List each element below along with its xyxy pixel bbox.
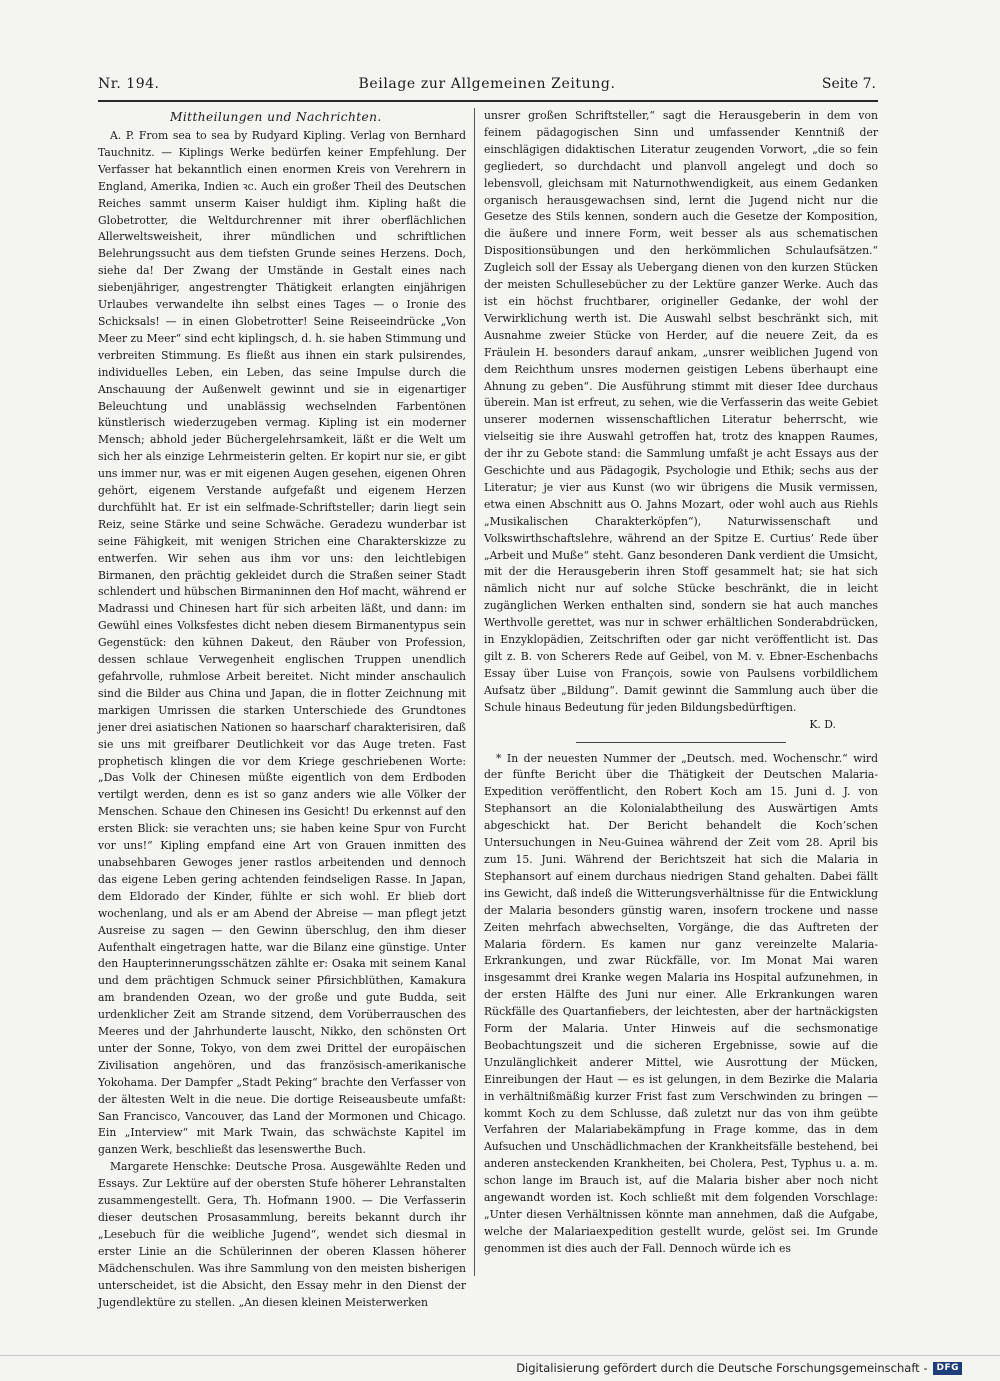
- section-title: Mittheilungen und Nachrichten.: [170, 110, 382, 124]
- page-number: Seite 7.: [821, 76, 876, 92]
- kipling-review: A. P. From sea to sea by Rudyard Kipling. Verlag von Bernhard Tauchnitz. — Kiplings Werke bedürfen keiner Empfehlung. Der Verfasser hat bekanntlich einen enormen Kreis von Verehrern in England, Amerika, Indien ꝛc. Auch ein großer Theil des Deutschen Reiches sammt unserm Kaiser huldigt ihm. Kipling haßt die Globetrotter, die Weltdurchrenner mit ihrer oberflächlichen Allerweltsweisheit, ihrer mündlichen und schriftlichen Belehrungssucht aus dem tiefsten Grunde seines Herzens. Doch, siehe da! Der Zwang der Umstände in Gestalt eines nach siebenjähriger, angestrengter Thätigkeit erlangten einjährigen Urlaubes verwandelte ihn selbst eines Tages — o Ironie des Schicksals! — in einen Globetrotter! Seine Reiseeindrücke „Von Meer zu Meer“ sind echt kiplingsch, d. h. sie haben Stimmung und verbreiten Stimmung. Es fließt aus ihnen ein stark pulsirendes, individuelles Leben, ein Leben, das seine Impulse durch die Anschauung der Außenwelt gewinnt und sie in eigenartiger Beleuchtung und unablässig wechselnden Farbentönen künstlerisch wiederzugeben vermag. Kipling ist ein moderner Mensch; abhold jeder Büchergelehrsamkeit, läßt er die Welt um sich her als einzige Lehrmeisterin gelten. Er kopirt nur sie, er gibt uns immer nur, was er mit eigenen Augen gesehen, eigenen Ohren gehört, eigenem Verstande aufgefaßt und eigenem Herzen durchfühlt hat. Er ist ein selfmade-Schriftsteller; darin liegt sein Reiz, seine Stärke und seine Schwäche. Geradezu wunderbar ist seine Fähigkeit, mit wenigen Strichen eine Charakterskizze zu entwerfen. Wir sehen aus ihm vor uns: den leichtlebigen Birmanen, den prächtig gekleidet durch die Straßen seiner Stadt schlendert und hübschen Birmaninnen den Hof macht, während er Madrassi und Chinesen hart für sich arbeiten läßt, und dann: im Gewühl eines Volksfestes dicht neben diesem Birmanentypus sein Gegenstück: den kühnen Dakeut, den Räuber von Profession, dessen schlaue Verwegenheit englischen Truppen unendlich gefahrvolle, ruhmlose Arbeit bereitet. Nicht minder anschaulich sind die Bilder aus China und Japan, die in flotter Zeichnung mit markigen Umrissen die starken Unterschiede des Grundtones jener drei asiatischen Nationen so haarscharf charakterisiren, daß sie uns mit greifbarer Deutlichkeit vor das Auge treten. Fast prophetisch klingen die vor dem Kriege geschriebenen Worte: „Das Volk der Chinesen müßte eigentlich von dem Erdboden vertilgt werden, denn es ist so ganz anders wie alle Völker der Menschen. Schaue den Chinesen ins Gesicht! Du erkennst auf den ersten Blick: sie verachten uns; sie haben keine Spur von Furcht vor uns!“ Kipling empfand eine Art von Grauen inmitten des unabsehbaren Gewoges jener rastlos arbeitenden und dennoch das eigene Leben gering achtenden feindseligen Rasse. In Japan, dem Eldorado der Kinder, fühlte er sich wohl. Er blieb dort wochenlang, und als er am Abend der Abreise — man pflegt jetzt Ausreise zu sagen — den Gewinn überschlug, den ihm dieser Aufenthalt eingetragen hatte, war die Bilanz eine günstige. Unter den Haupterinnerungsschätzen zählte er: Osaka mit seinem Kanal und dem prächtigen Schmuck seiner Pfirsichblüthen, Kamakura am brandenden Ozean, wo der große und gute Budda, seit urdenklicher Zeit am Strande sitzend, dem Vorüberrauschen des Meeres und der Jahrhunderte lauscht, Nikko, den schönsten Ort unter der Sonne, Tokyo, von dem zwei Drittel der europäischen Zivilisation angehören, und das französisch-amerikanische Yokohama. Der Dampfer „Stadt Peking“ brachte den Verfasser von der ältesten Welt in die neue. Die dortige Reiseausbeute umfaßt: San Francisco, Vancouver, das Land der Mormonen und Chicago. Ein „Interview“ mit Mark Twain, das schwächste Kapitel im ganzen Werk, beschließt das lesenswerthe Buch.: [98, 129, 466, 1157]
- issue-number: Nr. 194.: [98, 76, 160, 92]
- header-rule: [98, 100, 878, 102]
- henschke-review-continued: unsrer großen Schriftsteller,“ sagt die Herausgeberin in dem von feinem pädagogischen Sinn und umfassender Kenntniß der einschlägigen didaktischen Literatur zeugenden Vorwort, „die so fein gegliedert, so durchdacht und planvoll angelegt und doch so lebensvoll, gleichsam mit Naturnothwendigkeit, aus einem Gedanken organisch herausgewachsen sind, lernt die Jugend nicht nur die Gesetze des Stils kennen, sondern auch die Gesetze der Komposition, die äußere und innere Form, weit besser als aus schematischen Dispositionsübungen und den herkömmlichen Schulaufsätzen.“ Zugleich soll der Essay als Uebergang dienen von den kurzen Stücken der meisten Schullesebücher zu der Lektüre ganzer Werke. Auch das ist ein höchst fruchtbarer, origineller Gedanke, der wohl der Verwirklichung werth ist. Die Auswahl selbst beschränkt sich, mit Ausnahme zweier Stücke von Herder, auf die neuere Zeit, da es Fräulein H. besonders darauf ankam, „unsrer weiblichen Jugend von dem Reichthum unsres modernen geistigen Lebens überhaupt eine Ahnung zu geben“. Die Ausführung stimmt mit dieser Idee durchaus überein. Man ist erfreut, zu sehen, wie die Verfasserin das weite Gebiet unserer modernen wissenschaftlichen Literatur beherrscht, wie vielseitig sie ihre Auswahl getroffen hat, trotz des knappen Raumes, der ihr zu Gebote stand: die Sammlung umfaßt je acht Essays aus der Geschichte und aus Pädagogik, Psychologie und Ethik; sechs aus der Literatur; je vier aus Kunst (wo wir übrigens die Musik vermissen, etwa einen Abschnitt aus O. Jahns Mozart, oder wohl auch aus Riehls „Musikalischen Charakterköpfen“), Naturwissenschaft und Volkswirthschaftslehre, während an der Spitze E. Curtius’ Rede über „Arbeit und Muße“ steht. Ganz besonderen Dank verdient die Umsicht, mit der die Herausgeberin ihren Stoff gesammelt hat; sie hat sich nämlich nicht nur auf solche Stücke beschränkt, die in leicht zugänglichen Werken enthalten sind, sondern sie hat auch manches Werthvolle gerettet, was nur in schwer erhältlichen Sonderabdrücken, in Enzyklopädien, Zeitschriften oder gar nicht veröffentlicht ist. Das gilt z. B. von Scherers Rede auf Geibel, von M. v. Ebner-Eschenbachs Essay über Luise von François, sowie von Paulsens vorbildlichem Aufsatz über „Bildung“. Damit gewinnt die Sammlung auch über die Schule hinaus Bedeutung für jeden Bildungsbedürftigen.: [484, 109, 878, 714]
- column-divider: [474, 108, 475, 1276]
- dfg-logo-icon: DFG: [933, 1362, 962, 1375]
- page-header: [96, 74, 878, 100]
- footer-text: Digitalisierung gefördert durch die Deutsche Forschungsgemeinschaft -: [516, 1361, 928, 1375]
- footer-rule: [0, 1355, 1000, 1356]
- digitization-footer: [516, 1359, 962, 1377]
- right-column: [484, 108, 878, 1258]
- malaria-report: * In der neuesten Nummer der „Deutsch. med. Wochenschr.“ wird der fünfte Bericht über die Thätigkeit der Deutschen Malaria-Expedition veröffentlicht, den Robert Koch am 15. Juni d. J. von Stephansort an die Kolonialabtheilung des Auswärtigen Amts abgeschickt hat. Der Bericht behandelt die Koch’schen Untersuchungen in Neu-Guinea während der Zeit vom 28. April bis zum 15. Juni. Während der Berichtszeit hat sich die Malaria in Stephansort auf einem durchaus niedrigen Stand gehalten. Dabei fällt ins Gewicht, daß indeß die Witterungsverhältnisse für die Entwicklung der Malaria besonders günstig waren, insofern trockene und nasse Zeiten mehrfach abwechselten, Vorgänge, die das Auftreten der Malaria fördern. Es kamen nur ganz vereinzelte Malaria-Erkrankungen, und zwar Rückfälle, vor. Im Monat Mai waren insgesammt drei Kranke wegen Malaria ins Hospital aufzunehmen, in der ersten Hälfte des Juni nur einer. Alle Erkrankungen waren Rückfälle des Quartanfiebers, der leichtesten, aber der hartnäckigsten Form der Malaria. Unter Hinweis auf die sechsmonatige Beobachtungszeit und die sicheren Ergebnisse, sowie auf die Unzulänglichkeit anderer Mittel, wie Ausrottung der Mücken, Einreibungen der Haut — es ist gelungen, in dem Bezirke die Malaria in verhältnißmäßig kurzer Frist fast zum Verschwinden zu bringen — kommt Koch zu dem Schlusse, daß zuletzt nur das von ihm geübte Verfahren der Malariabekämpfung in Frage komme, das in dem Aufsuchen und Unschädlichmachen der Krankheitsfälle bestehend, bei anderen ansteckenden Krankheiten, bei Cholera, Pest, Typhus u. a. m. schon lange im Brauch ist, auf die Malaria bisher aber noch nicht angewandt worden ist. Koch schließt mit dem folgenden Vorschlage: „Unter diesen Verhältnissen könnte man annehmen, daß die Aufgabe, welche der Malariaexpedition gestellt wurde, gelöst sei. Im Grunde genommen ist dies auch der Fall. Dennoch würde ich es: [484, 751, 878, 1255]
- review-signature: K. D.: [809, 717, 836, 731]
- publication-title: Beilage zur Allgemeinen Zeitung.: [358, 76, 616, 92]
- left-column: [98, 108, 466, 1311]
- henschke-review-start: Margarete Henschke: Deutsche Prosa. Ausgewählte Reden und Essays. Zur Lektüre auf der obersten Stufe höherer Lehranstalten zusammengestellt. Gera, Th. Hofmann 1900. — Die Verfasserin dieser deutschen Prosasammlung, bereits bekannt durch ihr „Lesebuch für die weibliche Jugend“, wendet sich diesmal in erster Linie an die Schülerinnen der oberen Klassen höherer Mädchenschulen. Was ihre Sammlung von den meisten bisherigen unterscheidet, ist die Absicht, den Essay mehr in den Dienst der Jugendlektüre zu stellen. „An diesen kleinen Meisterwerken: [98, 1160, 466, 1309]
- article-separator: [576, 742, 786, 743]
